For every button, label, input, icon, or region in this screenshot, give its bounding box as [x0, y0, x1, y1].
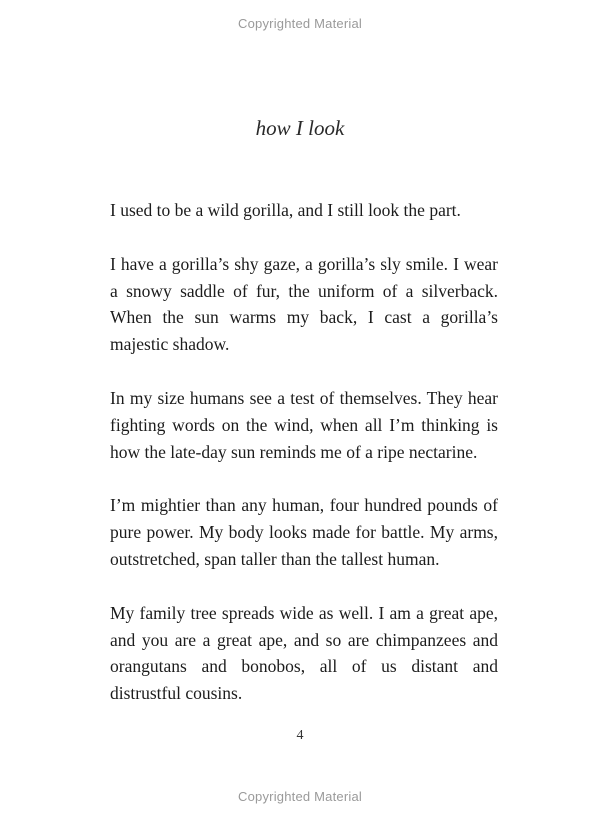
copyright-watermark-top: Copyrighted Material	[238, 16, 362, 31]
body-text	[110, 197, 498, 734]
paragraph-1: I used to be a wild gorilla, and I still look the part.	[110, 200, 461, 220]
chapter-title: how I look	[255, 116, 345, 140]
paragraph-3: In my size humans see a test of themselves. They hear fighting words on the wind, when all I’m thinking is how the late-day sun reminds me of a ripe nectarine.	[110, 387, 498, 462]
paragraph-2: I have a gorilla’s shy gaze, a gorilla’s sly smile. I wear a snowy saddle of fur, the uniform of a silverback. When the sun warms my back, I cast a gorilla’s majestic shadow.	[110, 253, 498, 355]
copyright-watermark-bottom: Copyrighted Material	[238, 789, 362, 804]
page-number: 4	[296, 728, 304, 743]
paragraph-4: I’m mightier than any human, four hundred pounds of pure power. My body looks made for battle. My arms, outstretched, span taller than the tallest human.	[110, 495, 498, 569]
paragraph-5: My family tree spreads wide as well. I am a great ape, and you are a great ape, and so are chimpanzees and orangutans and bonobos, all of us distant and distrustful cousins.	[110, 602, 498, 704]
